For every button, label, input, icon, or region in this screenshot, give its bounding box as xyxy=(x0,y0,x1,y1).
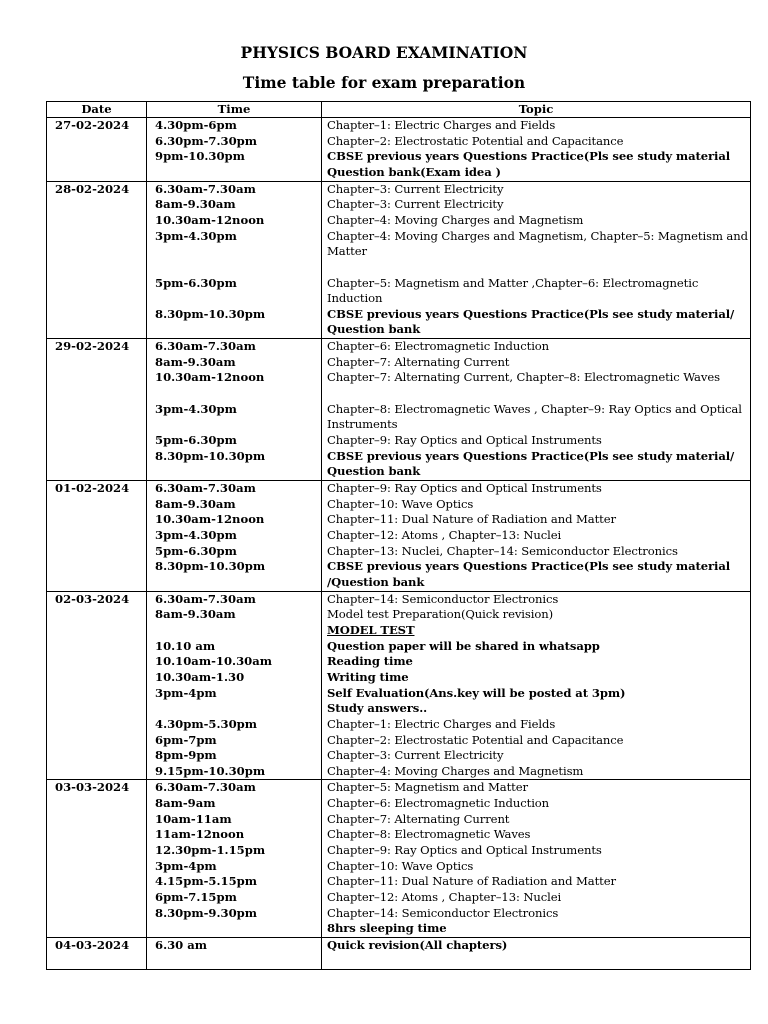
time-entry: 6.30am-7.30am xyxy=(155,780,256,795)
time-entry xyxy=(155,623,321,639)
topic-entry: Chapter–1: Electric Charges and Fields xyxy=(327,118,556,132)
topic-cell xyxy=(322,938,751,970)
header-date: Date xyxy=(47,102,147,118)
time-entry: 8pm-9pm xyxy=(155,748,217,763)
table-row xyxy=(47,481,751,592)
table-row xyxy=(47,118,751,182)
time-cell xyxy=(147,780,322,938)
time-entry: 8am-9.30am xyxy=(155,496,236,511)
date-cell: 03-03-2024 xyxy=(47,780,147,938)
topic-entry: Chapter–14: Semiconductor Electronics xyxy=(327,905,559,920)
topic-entry: Chapter–7: Alternating Current, Chapter–8: Electromagnetic Waves xyxy=(327,370,720,385)
time-entry: 6pm-7.15pm xyxy=(155,890,237,905)
page-subtitle: Time table for exam preparation xyxy=(242,73,526,92)
topic-entry: Chapter–11: Dual Nature of Radiation and Matter xyxy=(327,512,616,527)
time-entry: 10.10am-10.30am xyxy=(155,654,272,669)
topic-entry: Chapter–2: Electrostatic Potential and Capacitance xyxy=(327,732,624,747)
topic-entry: Chapter–8: Electromagnetic Waves , Chapter–9: Ray Optics and Optical Instruments xyxy=(327,401,742,432)
topic-entry: Chapter–3: Current Electricity xyxy=(327,197,504,212)
date-cell: 02-03-2024 xyxy=(47,591,147,780)
topic-cell xyxy=(322,118,751,182)
time-entry: 6.30 am xyxy=(155,938,208,953)
topic-cell xyxy=(322,339,751,481)
topic-entry: Chapter–5: Magnetism and Matter ,Chapter–6: Electromagnetic Induction xyxy=(327,275,699,306)
date-cell: 01-02-2024 xyxy=(47,481,147,592)
topic-cell xyxy=(322,780,751,938)
topic-entry: Quick revision(All chapters) xyxy=(327,938,508,953)
topic-entry: Chapter–9: Ray Optics and Optical Instruments xyxy=(327,481,602,496)
topic-cell xyxy=(322,181,751,339)
table-row xyxy=(47,780,751,938)
topic-entry: CBSE previous years Questions Practice(Pls see study material Question bank(Exam idea ) xyxy=(327,149,731,179)
table-row xyxy=(47,938,751,970)
time-entry: 8.30pm-9.30pm xyxy=(155,905,258,920)
topic-entry: Chapter–9: Ray Optics and Optical Instruments xyxy=(327,843,602,858)
topic-entry: Chapter–7: Alternating Current xyxy=(327,811,510,826)
date-cell: 04-03-2024 xyxy=(47,938,147,970)
time-entry: 3pm-4.30pm xyxy=(155,527,237,542)
time-cell xyxy=(147,591,322,780)
time-cell xyxy=(147,118,322,182)
time-entry: 6.30am-7.30am xyxy=(155,339,256,354)
model-test-heading: MODEL TEST xyxy=(327,622,415,637)
topic-entry: Chapter–12: Atoms , Chapter–13: Nuclei xyxy=(327,527,562,542)
time-entry: 4.30pm-5.30pm xyxy=(155,716,258,731)
topic-entry: Chapter–7: Alternating Current xyxy=(327,354,510,369)
topic-cell xyxy=(322,591,751,780)
time-entry: 8am-9.30am xyxy=(155,197,236,212)
topic-entry: Chapter–11: Dual Nature of Radiation and Matter xyxy=(327,874,616,889)
topic-entry: Reading time xyxy=(327,654,413,669)
time-entry: 9.15pm-10.30pm xyxy=(155,763,266,778)
topic-entry: Question paper will be shared in whatsapp xyxy=(327,638,600,653)
time-entry: 8am-9.30am xyxy=(155,354,236,369)
time-entry: 6.30am-7.30am xyxy=(155,481,256,496)
time-entry xyxy=(155,921,321,937)
topic-entry: CBSE previous years Questions Practice(Pls see study material /Question bank xyxy=(327,559,731,589)
time-entry: 6.30pm-7.30pm xyxy=(155,133,258,148)
topic-entry: Chapter–3: Current Electricity xyxy=(327,748,504,763)
time-entry: 12.30pm-1.15pm xyxy=(155,843,266,858)
date-cell: 28-02-2024 xyxy=(47,181,147,339)
table-row xyxy=(47,181,751,339)
time-entry: 6pm-7pm xyxy=(155,732,217,747)
topic-entry: Chapter–13: Nuclei, Chapter–14: Semiconductor Electronics xyxy=(327,543,678,558)
time-entry: 10am-11am xyxy=(155,811,232,826)
header-time: Time xyxy=(147,102,322,118)
topic-entry: Chapter–6: Electromagnetic Induction xyxy=(327,796,550,811)
topic-entry: Chapter–4: Moving Charges and Magnetism xyxy=(327,212,584,227)
topic-entry: Chapter–12: Atoms , Chapter–13: Nuclei xyxy=(327,890,562,905)
topic-entry: Chapter–4: Moving Charges and Magnetism, Chapter–5: Magnetism and Matter xyxy=(327,228,748,259)
time-entry: 10.30am-12noon xyxy=(155,370,265,385)
header-row xyxy=(47,102,751,118)
topic-entry: CBSE previous years Questions Practice(Pls see study material/ Question bank xyxy=(327,448,735,479)
time-entry: 10.30am-12noon xyxy=(155,512,265,527)
time-entry: 6.30am-7.30am xyxy=(155,181,256,196)
topic-entry: 8hrs sleeping time xyxy=(327,921,447,936)
topic-entry: Chapter–6: Electromagnetic Induction xyxy=(327,339,550,354)
topic-entry: Chapter–4: Moving Charges and Magnetism xyxy=(327,763,584,778)
date-cell: 29-02-2024 xyxy=(47,339,147,481)
topic-entry: Chapter–9: Ray Optics and Optical Instruments xyxy=(327,433,602,448)
time-entry: 8.30pm-10.30pm xyxy=(155,559,266,574)
topic-entry: Self Evaluation(Ans.key will be posted at 3pm) Study answers.. xyxy=(327,685,626,716)
table-row xyxy=(47,339,751,481)
topic-entry: Chapter–14: Semiconductor Electronics xyxy=(327,591,559,606)
time-entry: 3pm-4pm xyxy=(155,685,217,700)
page-title: PHYSICS BOARD EXAMINATION xyxy=(240,43,528,62)
time-entry: 4.15pm-5.15pm xyxy=(155,874,258,889)
topic-entry: Chapter–10: Wave Optics xyxy=(327,496,474,511)
topic-entry: Chapter–3: Current Electricity xyxy=(327,181,504,196)
topic-entry: Writing time xyxy=(327,669,409,684)
date-cell: 27-02-2024 xyxy=(47,118,147,182)
time-entry: 8.30pm-10.30pm xyxy=(155,448,266,463)
time-entry: 10.30am-1.30 xyxy=(155,669,245,684)
header-topic: Topic xyxy=(322,102,751,118)
time-entry: 8.30pm-10.30pm xyxy=(155,306,266,321)
topic-entry: Chapter–1: Electric Charges and Fields xyxy=(327,716,556,731)
time-entry: 10.10 am xyxy=(155,638,216,653)
time-entry: 3pm-4.30pm xyxy=(155,228,237,243)
time-cell xyxy=(147,181,322,339)
time-entry: 9pm-10.30pm xyxy=(155,149,245,164)
topic-entry: CBSE previous years Questions Practice(Pls see study material/ Question bank xyxy=(327,306,735,337)
topic-entry: Chapter–10: Wave Optics xyxy=(327,858,474,873)
topic-entry: Chapter–5: Magnetism and Matter xyxy=(327,780,528,795)
topic-entry: Chapter–8: Electromagnetic Waves xyxy=(327,827,531,842)
time-entry: 10.30am-12noon xyxy=(155,212,265,227)
time-entry: 11am-12noon xyxy=(155,827,245,842)
time-entry: 5pm-6.30pm xyxy=(155,543,237,558)
topic-entry: Chapter–2: Electrostatic Potential and Capacitance xyxy=(327,133,624,148)
topic-entry: Model test Preparation(Quick revision) xyxy=(327,607,554,622)
time-cell xyxy=(147,938,322,970)
time-entry: 3pm-4pm xyxy=(155,858,217,873)
table-row xyxy=(47,591,751,780)
time-cell xyxy=(147,339,322,481)
time-entry: 3pm-4.30pm xyxy=(155,401,237,416)
time-entry: 8am-9.30am xyxy=(155,607,236,622)
time-entry: 6.30am-7.30am xyxy=(155,591,256,606)
time-entry: 8am-9am xyxy=(155,796,216,811)
time-entry: 4.30pm-6pm xyxy=(155,118,237,132)
timetable xyxy=(46,101,751,970)
time-entry: 5pm-6.30pm xyxy=(155,275,237,290)
time-cell xyxy=(147,481,322,592)
topic-cell xyxy=(322,481,751,592)
time-entry: 5pm-6.30pm xyxy=(155,433,237,448)
